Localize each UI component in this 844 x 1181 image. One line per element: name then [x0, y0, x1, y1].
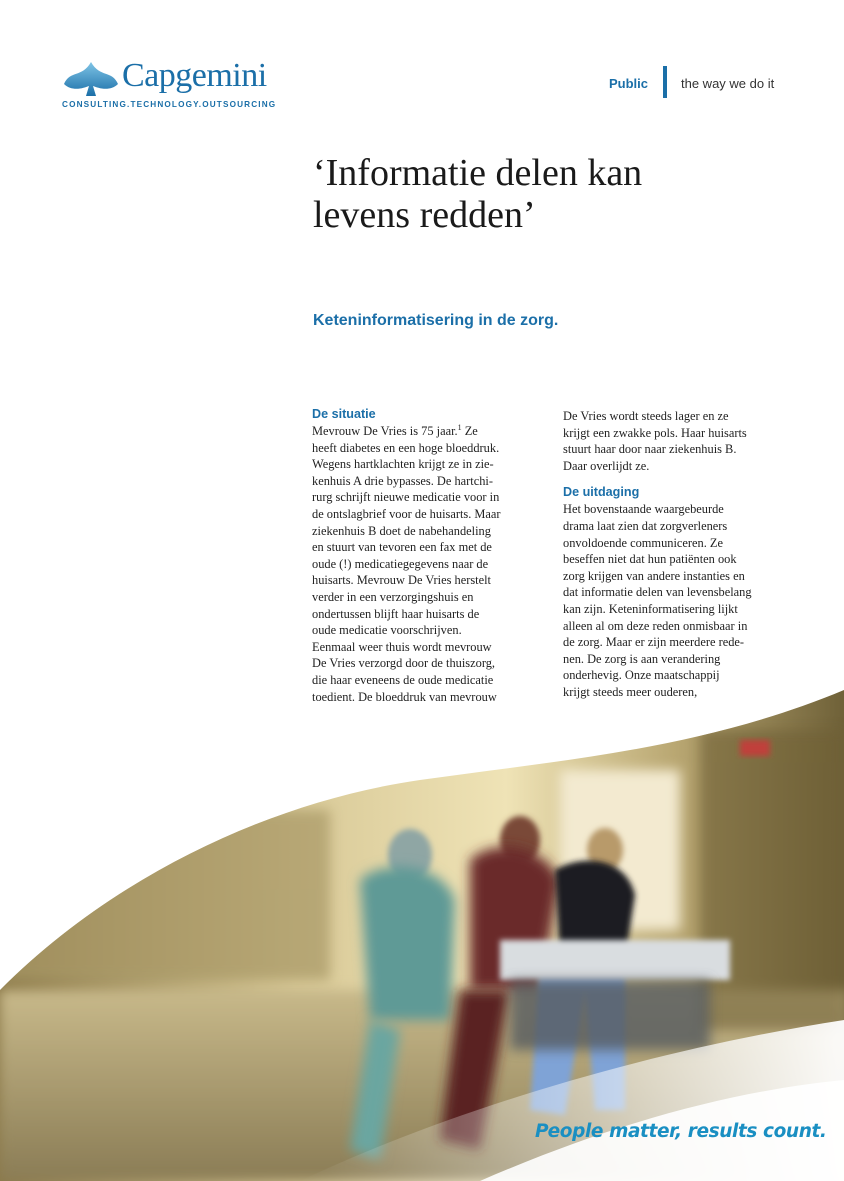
body-line: ziekenhuis B doet de nabehandeling — [312, 523, 491, 538]
footer-tagline: People matter, results count. — [535, 1121, 827, 1142]
body-line: drama laat zien dat zorgverleners — [563, 518, 728, 533]
body-line: rurg schrijft nieuwe medicatie voor in — [312, 490, 500, 505]
body-line: ondertussen blijft haar huisarts de — [312, 606, 480, 621]
body-line: De Vries wordt steeds lager en ze — [563, 409, 729, 423]
body-line: stuurt haar door naar ziekenhuis B. — [563, 442, 737, 457]
body-text: Mevrouw De Vries is 75 jaar. — [312, 424, 458, 438]
body-line: kenhuis A drie bypasses. De hartchi- — [312, 473, 494, 488]
section-heading-uitdaging: De uitdaging — [563, 485, 640, 500]
text-column-left — [312, 406, 530, 705]
body-line: Wegens hartklachten krijgt ze in zie- — [312, 457, 494, 472]
title-line: ‘Informatie delen kan — [313, 152, 643, 194]
body-line: toedient. De bloeddruk van mevrouw — [312, 689, 497, 704]
body-line: nen. De zorg is aan verandering — [563, 651, 721, 666]
body-line: die haar eveneens de oude medicatie — [312, 672, 494, 687]
body-line: oude (!) medicatiegegevens naar de — [312, 556, 489, 571]
section-gap — [563, 474, 781, 484]
page-title — [313, 152, 793, 236]
body-line: verder in een verzorgingshuis en — [312, 589, 474, 604]
section-heading-situatie: De situatie — [312, 407, 376, 421]
title-line: levens redden’ — [313, 194, 536, 236]
body-line: de ontslagbrief voor de huisarts. Maar — [312, 506, 501, 521]
body-line: alleen al om deze reden onmisbaar in — [563, 618, 748, 633]
body-line: dat informatie delen van levensbelang — [563, 585, 752, 600]
page-subtitle: Keteninformatisering in de zorg. — [313, 312, 559, 329]
brand-name: Capgemini — [122, 57, 267, 94]
body-line: krijgt een zwakke pols. Haar huisarts — [563, 425, 747, 440]
body-line: De Vries verzorgd door de thuiszorg, — [312, 656, 496, 671]
body-line: onderhevig. Onze maatschappij — [563, 668, 720, 683]
header-slogan: the way we do it — [681, 76, 775, 91]
body-line: Eenmaal weer thuis wordt mevrouw — [312, 639, 492, 654]
body-line: beseffen niet dat hun patiënten ook — [563, 552, 737, 567]
spade-logo-icon — [60, 58, 122, 98]
capgemini-logo — [60, 58, 284, 114]
hospital-corridor-photo — [0, 690, 844, 1181]
body-line: kan zijn. Keteninformatisering lijkt — [563, 601, 738, 616]
body-line: Het bovenstaande waargebeurde — [563, 502, 724, 517]
brand-tagline: CONSULTING.TECHNOLOGY.OUTSOURCING — [62, 100, 277, 109]
body-line: krijgt steeds meer ouderen, — [563, 684, 698, 699]
body-line: de zorg. Maar er zijn meerdere rede- — [563, 635, 745, 650]
body-line: oude medicatie voorschrijven. — [312, 623, 462, 638]
body-line — [312, 423, 530, 440]
text-column-right — [563, 408, 781, 701]
body-line: zorg krijgen van andere instanties en — [563, 568, 745, 583]
classification-label: Public — [609, 76, 649, 91]
body-line: heeft diabetes en een hoge bloeddruk. — [312, 440, 500, 455]
footnote-marker: 1 — [457, 422, 462, 432]
body-line: Daar overlijdt ze. — [563, 458, 650, 473]
body-line: en stuurt van tevoren een fax met de — [312, 540, 492, 555]
body-line: onvoldoende communiceren. Ze — [563, 535, 723, 550]
body-text: Ze — [464, 424, 478, 438]
header-divider — [663, 66, 667, 98]
body-line: huisarts. Mevrouw De Vries herstelt — [312, 573, 491, 588]
